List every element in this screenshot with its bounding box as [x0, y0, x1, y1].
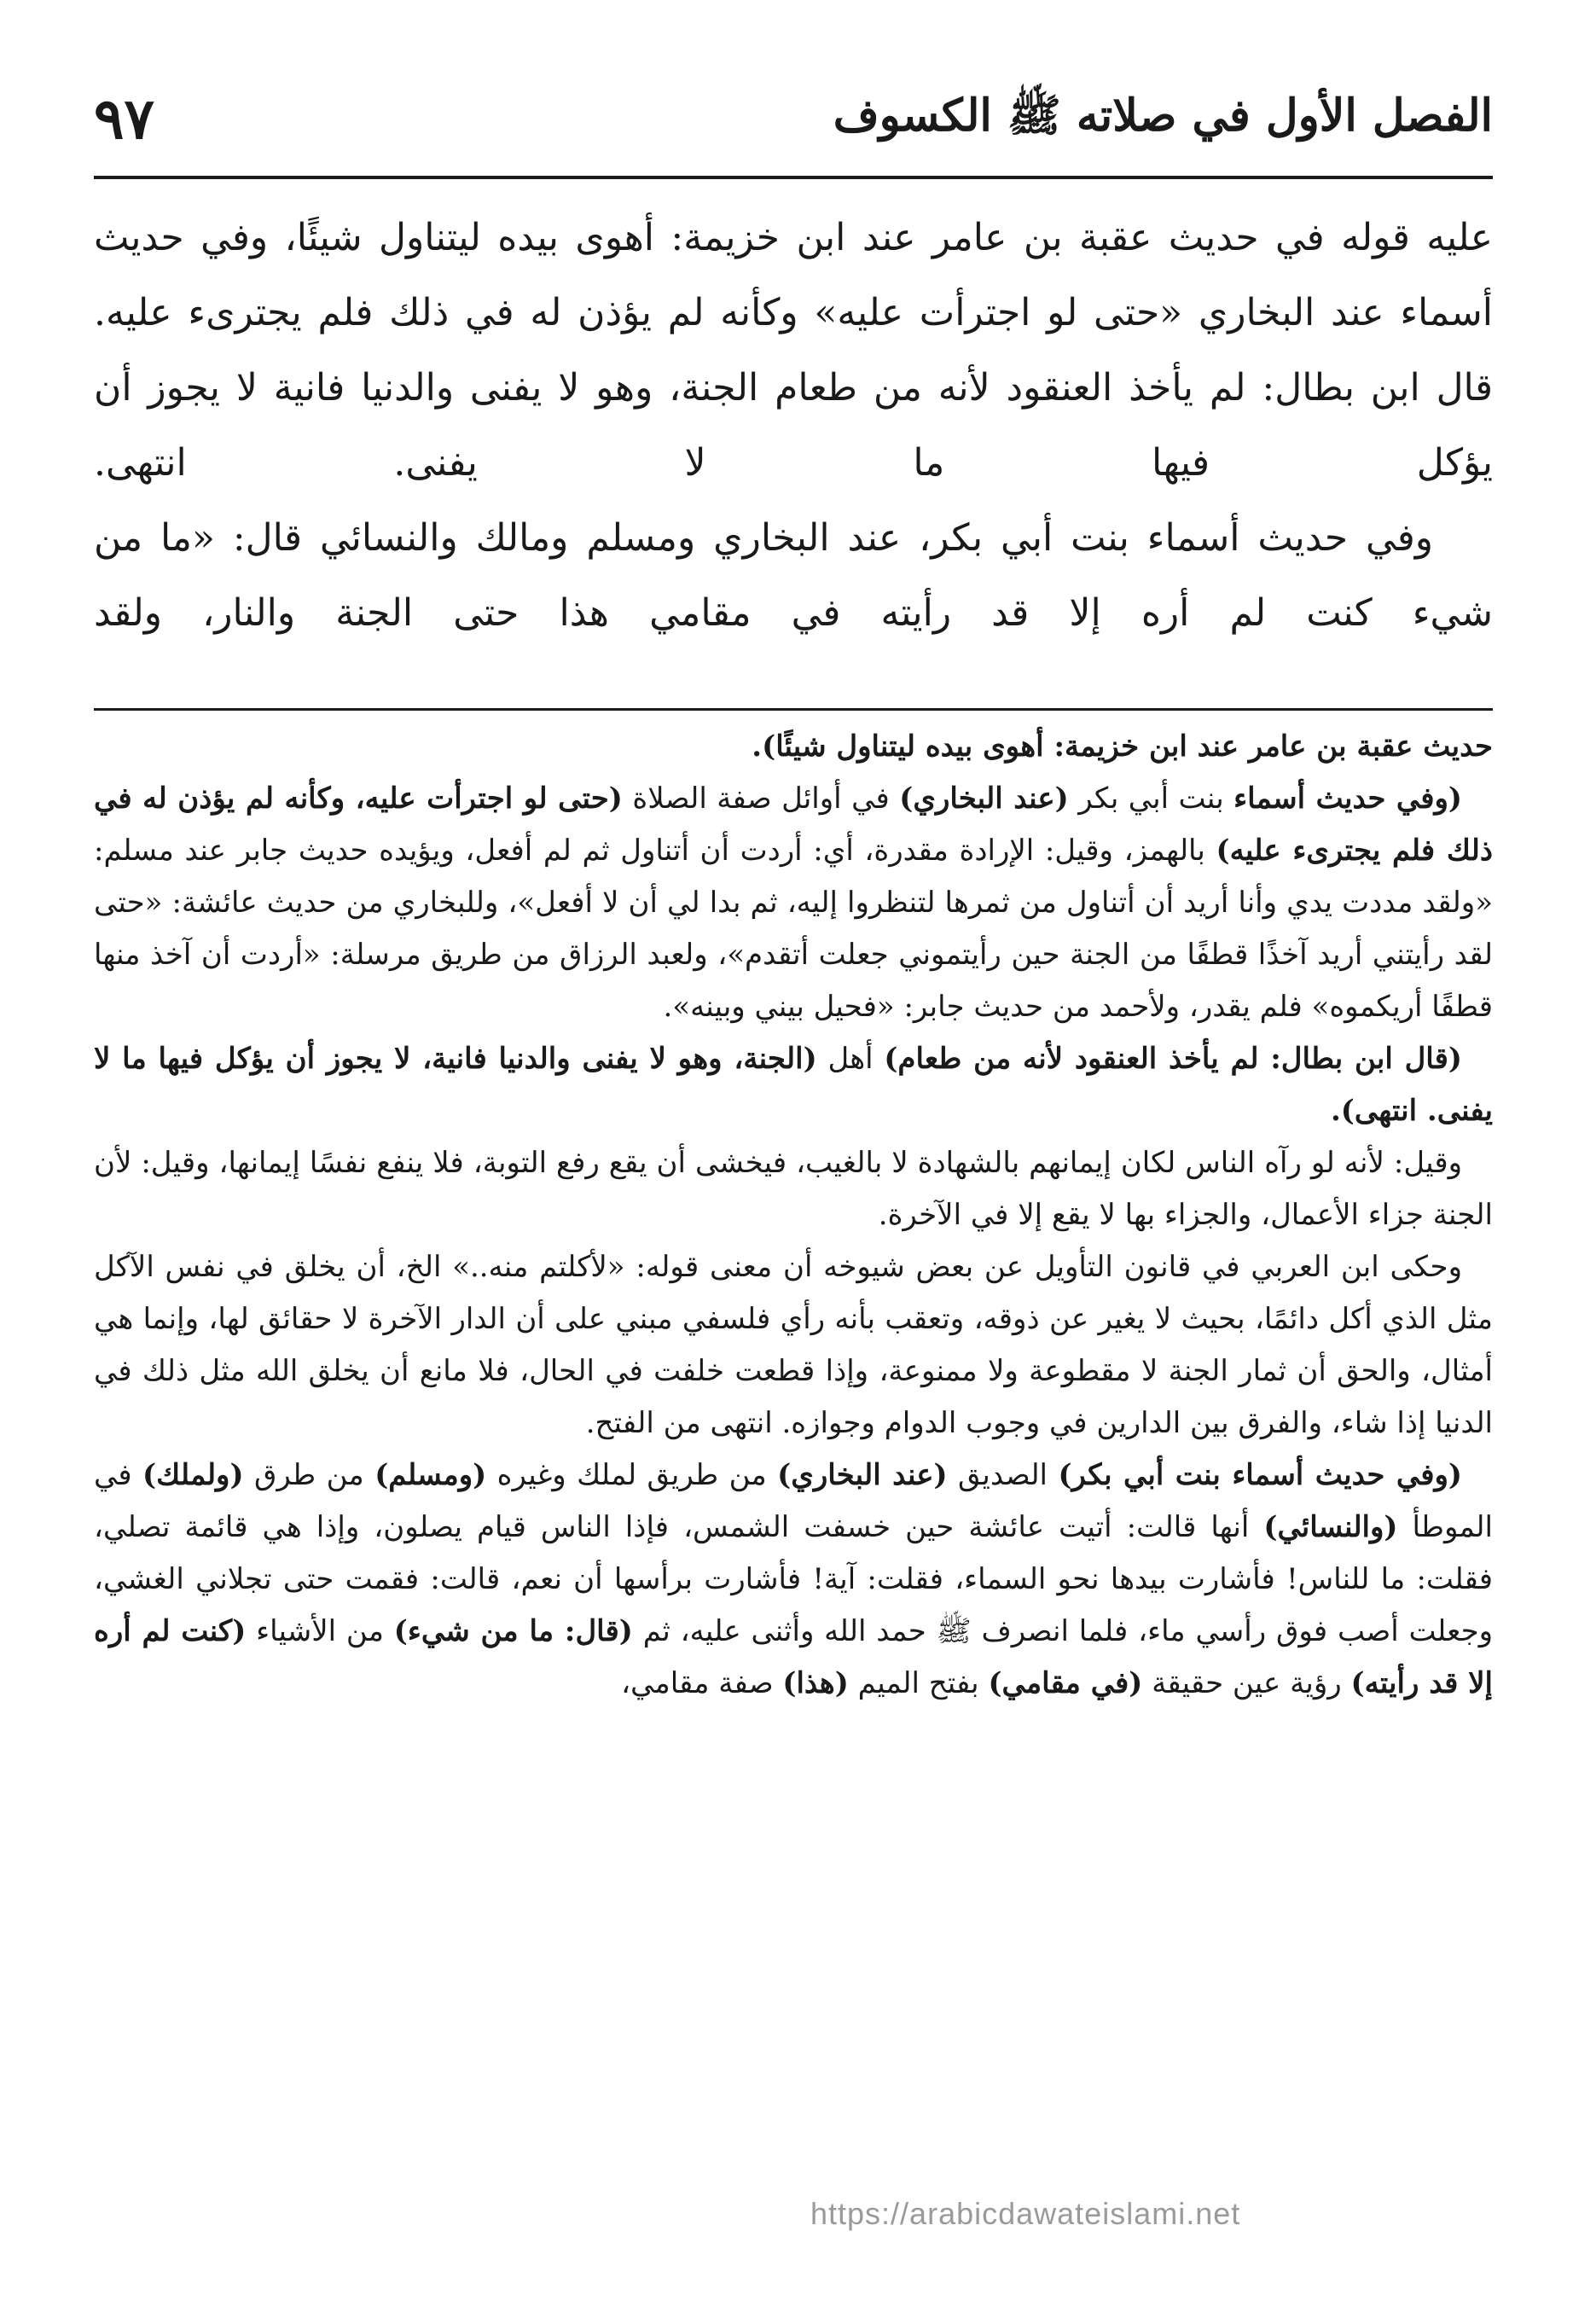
- header-rule: [94, 176, 1493, 179]
- commentary-text: بالهمز، وقيل: الإرادة مقدرة، أي: أردت أن أتناول ثم لم أفعل، ويؤيده حديث جابر عند مسلم: «ولقد مددت يدي وأنا أريد أن أتناول من ثمرها لتنظروا إليه، ثم بدا لي أن لا أفعل»، وللبخاري من حديث عائشة: «حتى لقد رأيتني أريد آخذًا قطفًا من الجنة حين رأيتموني جعلت أتقدم»، ولعبد الرزاق من طريق مرسلة: «أردت أن آخذ منها قطفًا أريكموه» فلم يقدر، ولأحمد من حديث جابر: «فحيل بيني وبينه».: [94, 834, 1493, 1024]
- bold-quote: (في مقامي): [988, 1666, 1143, 1700]
- bold-quote: (حتى لو اجترأت عليه، وكأنه لم يؤذن له في ذلك فلم يجترىء عليه): [94, 781, 1494, 868]
- bold-quote: (كنت لم أره إلا قد رأيته): [94, 1614, 1493, 1700]
- bold-quote: (قال: ما من شيء): [393, 1614, 633, 1648]
- footnote-divider: [94, 708, 1493, 711]
- bold-quote: (ولملك): [142, 1458, 244, 1492]
- commentary-paragraph: [94, 1033, 1493, 1137]
- commentary-text: في أوائل صفة الصلاة: [622, 781, 900, 816]
- main-paragraph: وفي حديث أسماء بنت أبي بكر، عند البخاري ومسلم ومالك والنسائي قال: «ما من شيء كنت لم أره إلا قد رأيته في مقامي هذا حتى الجنة والنار، ولقد: [94, 516, 1493, 635]
- bold-quote: (عند البخاري): [899, 781, 1069, 816]
- commentary-paragraph: [94, 721, 1493, 773]
- bold-quote: (ومسلم): [374, 1458, 487, 1492]
- page-number: ٩٧: [94, 85, 154, 152]
- commentary-text: رؤية عين حقيقة: [1142, 1666, 1351, 1700]
- commentary-text: من طرق: [243, 1458, 375, 1492]
- page-header: [94, 85, 1493, 179]
- commentary-text: من الأشياء: [246, 1614, 394, 1648]
- commentary-text: الصديق: [947, 1458, 1059, 1492]
- chapter-title: الفصل الأول في صلاته ﷺ الكسوف: [833, 90, 1493, 142]
- commentary-text: بنت أبي بكر: [1068, 781, 1234, 816]
- bold-quote: (عند البخاري): [777, 1458, 948, 1492]
- bold-quote: (وفي حديث أسماء: [1233, 781, 1463, 816]
- commentary-paragraph: [94, 1450, 1493, 1710]
- bold-quote: (الجنة، وهو لا يفنى والدنيا فانية، لا يجوز أن يؤكل فيها ما لا يفنى. انتهى).: [94, 1042, 1493, 1128]
- bold-quote: (هذا): [782, 1666, 849, 1700]
- commentary-text: صفة مقامي،: [621, 1666, 783, 1700]
- commentary-text: أنها قالت: أتيت عائشة حين خسفت الشمس، فإذا الناس قيام يصلون، وإذا هي قائمة تصلي، فقلت: ما للناس! فأشارت بيدها نحو السماء، فقلت: آية! فأشارت برأسها أن نعم، قالت: فقمت حتى تجلاني الغشي، وجعلت أصب فوق رأسي ماء، فلما انصرف ﷺ حمد الله وأثنى عليه، ثم: [94, 1510, 1494, 1648]
- commentary-text: في الموطأ: [94, 1458, 1493, 1544]
- bold-quote: (والنسائي): [1263, 1510, 1398, 1544]
- commentary-footnotes: [94, 721, 1493, 1710]
- commentary-text: بفتح الميم: [848, 1666, 989, 1700]
- commentary-text: من طريق لملك وغيره: [486, 1458, 778, 1492]
- commentary-text: أهل: [816, 1042, 885, 1076]
- watermark-url: https://arabicdawateislami.net: [810, 2196, 1241, 2231]
- commentary-paragraph: [94, 773, 1493, 1033]
- bold-quote: حديث عقبة بن عامر عند ابن خزيمة: أهوى بيده ليتناول شيئًا).: [752, 729, 1493, 764]
- bold-quote: (وفي حديث أسماء بنت أبي بكر): [1058, 1458, 1463, 1492]
- commentary-paragraph: وقيل: لأنه لو رآه الناس لكان إيمانهم بالشهادة لا بالغيب، فيخشى أن يقع رفع التوبة، فلا ينفع نفسًا إيمانها، وقيل: لأن الجنة جزاء الأعمال، والجزاء بها لا يقع إلا في الآخرة.: [94, 1146, 1493, 1232]
- main-text: [94, 200, 1493, 651]
- main-paragraph: عليه قوله في حديث عقبة بن عامر عند ابن خزيمة: أهوى بيده ليتناول شيئًا، وفي حديث أسماء عند البخاري «حتى لو اجترأت عليه» وكأنه لم يؤذن له في ذلك فلم يجترىء عليه. قال ابن بطال: لم يأخذ العنقود لأنه من طعام الجنة، وهو لا يفنى والدنيا فانية لا يجوز أن يؤكل فيها ما لا يفنى. انتهى.: [94, 216, 1493, 485]
- commentary-paragraph: وحكى ابن العربي في قانون التأويل عن بعض شيوخه أن معنى قوله: «لأكلتم منه..» الخ، أن يخلق في نفس الآكل مثل الذي أكل دائمًا، بحيث لا يغير عن ذوقه، وتعقب بأنه رأي فلسفي مبني على أن الدار الآخرة لا حقائق لها، وإنما هي أمثال، والحق أن ثمار الجنة لا مقطوعة ولا ممنوعة، وإذا قطعت خلفت في الحال، فلا مانع أن يخلق الله مثل ذلك في الدنيا إذا شاء، والفرق بين الدارين في وجوب الدوام وجوازه. انتهى من الفتح.: [94, 1250, 1493, 1440]
- bold-quote: (قال ابن بطال: لم يأخذ العنقود لأنه من طعام): [884, 1042, 1462, 1076]
